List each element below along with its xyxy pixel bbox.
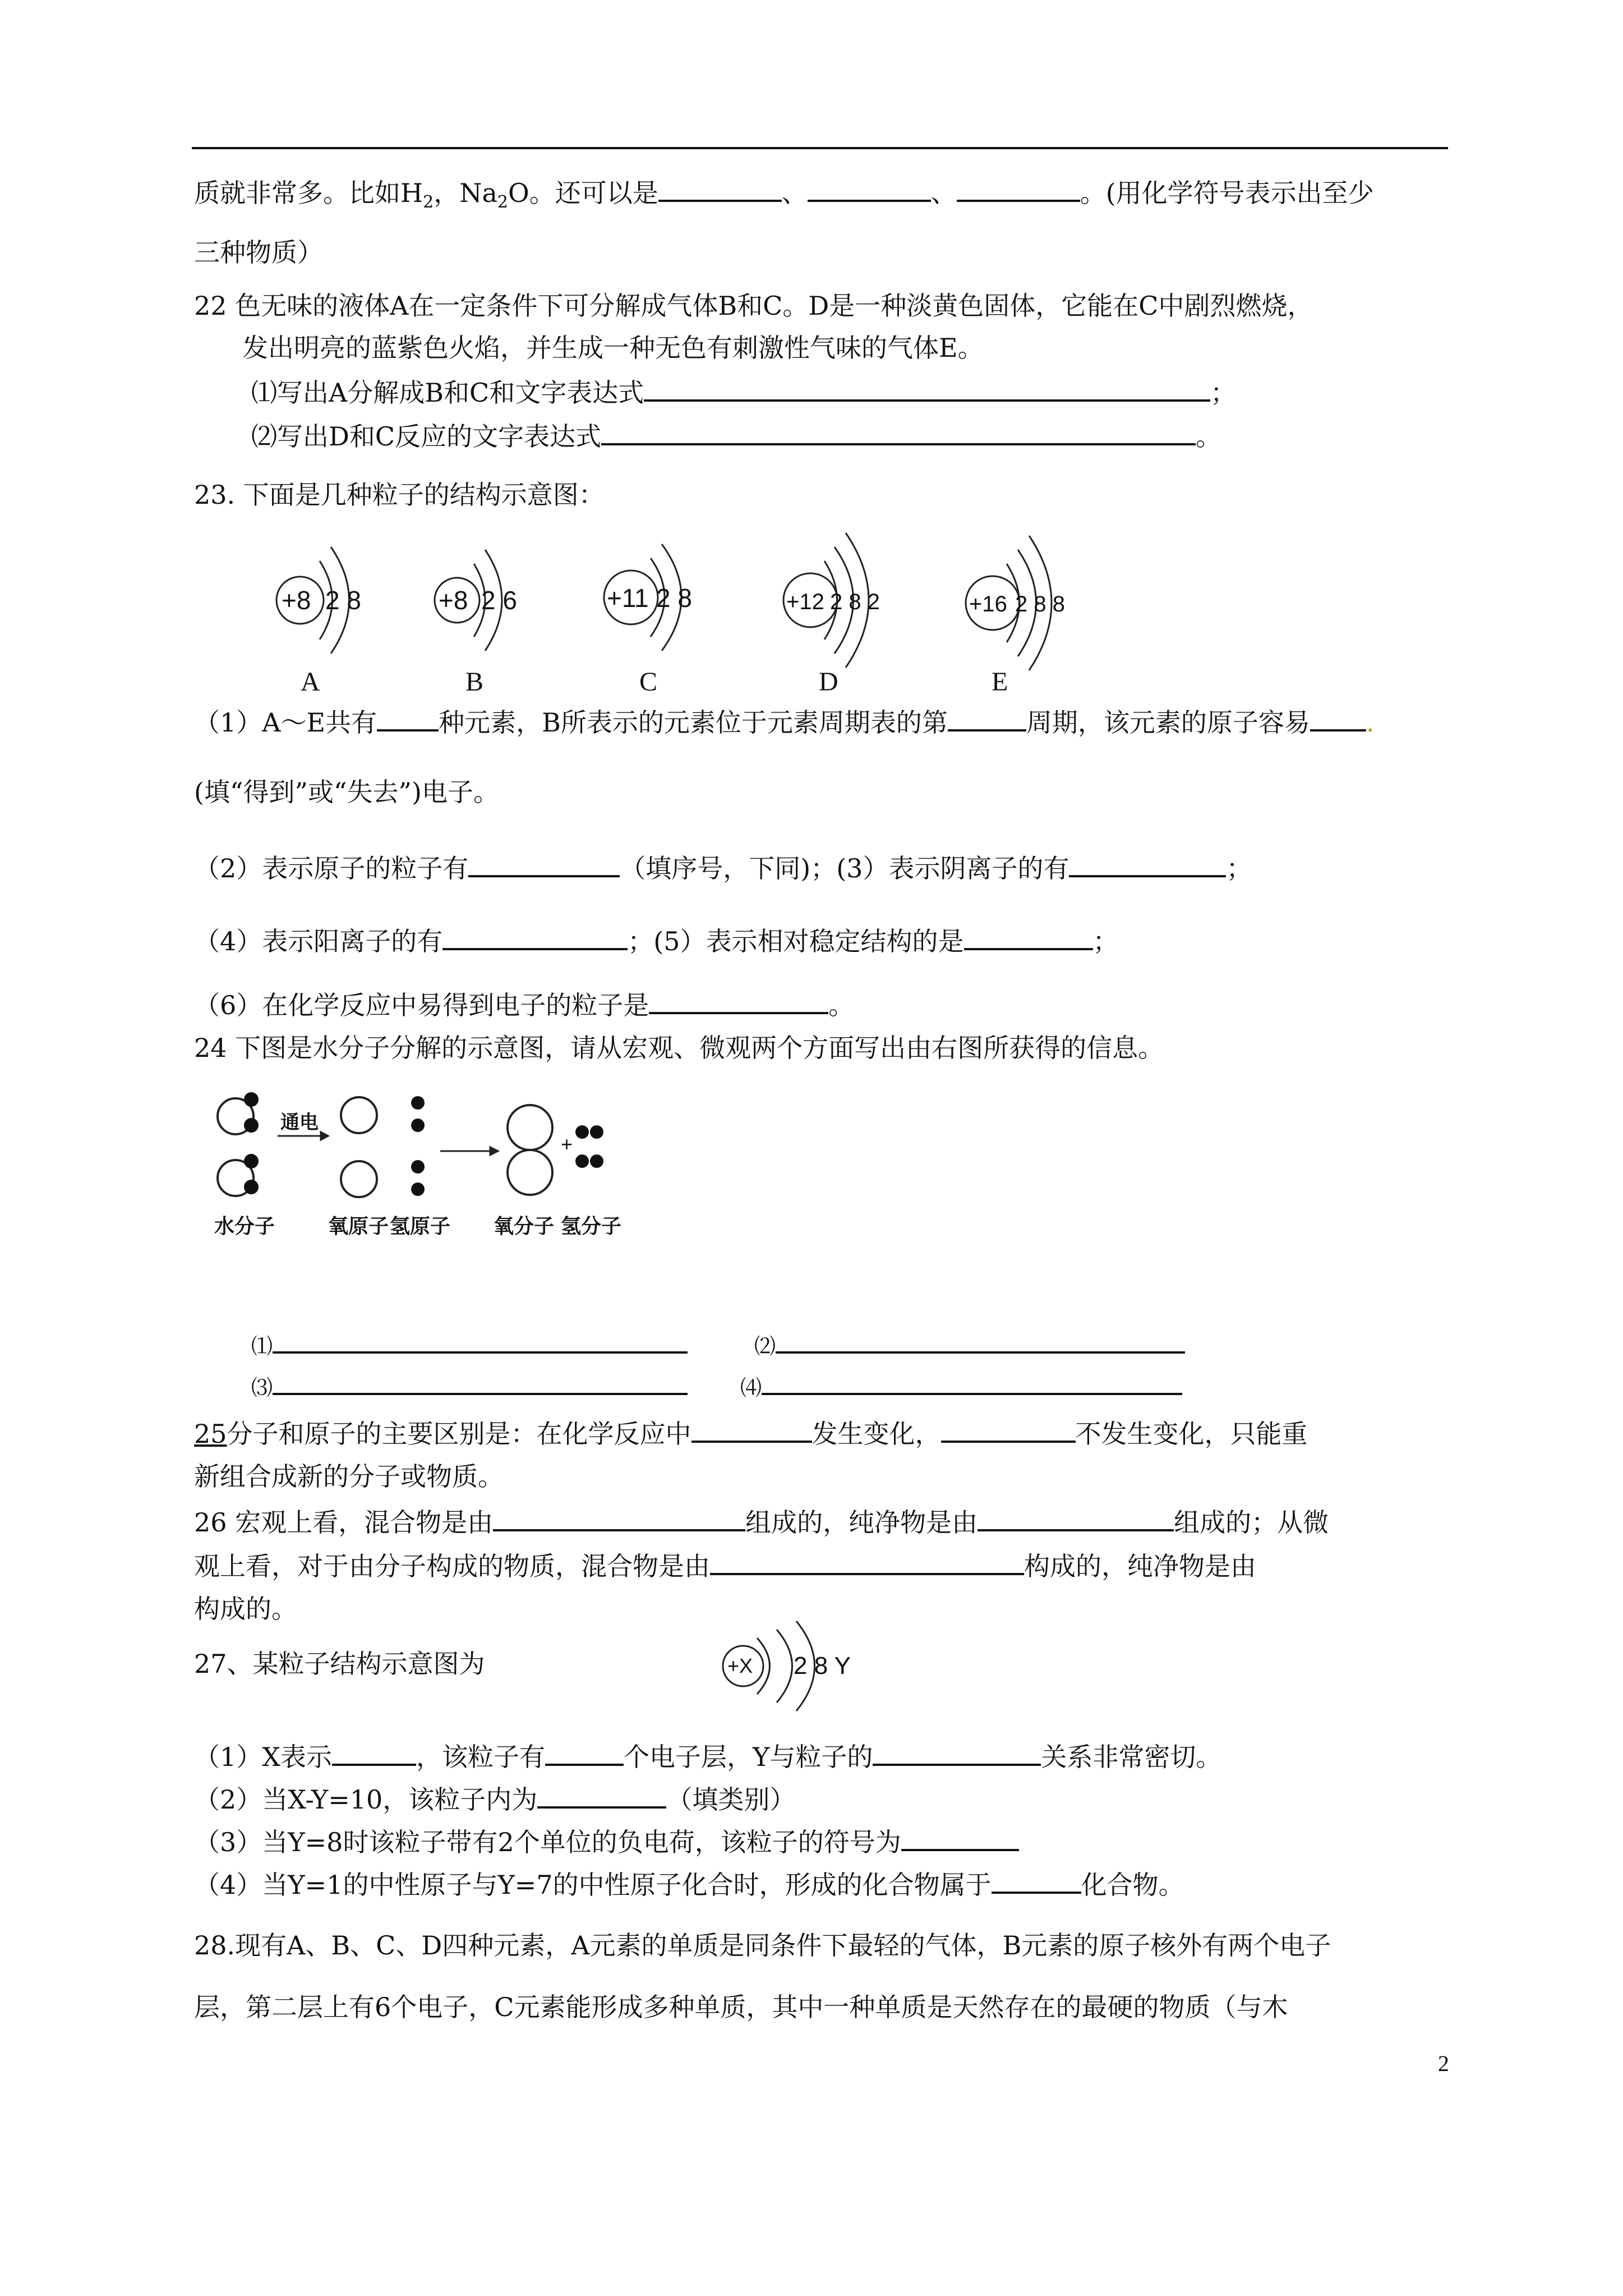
page-number: 2 [1438,2051,1449,2076]
q25-line-1: 25分子和原子的主要区别是：在化学反应中 发生变化， 不发生变化，只能重 [194,1416,1308,1451]
answer-blank[interactable] [658,175,782,202]
q22-sub-1: ⑴写出A分解成B和C和文字表达式 ； [251,375,1236,409]
particle-d-shells: 2 8 2 [830,590,880,614]
q27-part-3: （3）当Y=8时该粒子带有2个单位的负电荷，该粒子的符号为 [194,1824,1019,1859]
particle-structure-diagrams [236,516,1189,707]
answer-blank[interactable] [948,705,1026,731]
q28-line-1: 28.现有A、B、C、D四种元素，A元素的单质是同条件下最轻的气体，B元素的原子核外有两个电子 [194,1930,1331,1961]
answer-blank[interactable] [808,175,931,202]
q23-part-1: （1）A～E共有 种元素，B所表示的元素位于元素周期表的第 周期，该元素的原子容易 . [194,705,1375,739]
answer-blank[interactable] [901,1824,1019,1851]
q22-line-2: 发出明亮的蓝紫色火焰，并生成一种无色有刺激性气味的气体E。 [242,333,984,363]
water-decomposition-diagram [202,1083,651,1262]
q26-line-3: 构成的。 [194,1594,297,1624]
answer-blank[interactable] [710,1548,1024,1575]
caption-water-molecule: 水分子 [214,1214,275,1237]
q23-part-6: （6）在化学反应中易得到电子的粒子是 。 [194,987,854,1022]
q24-blank-row-1b: ⑵ [754,1329,1185,1363]
q24-blank-row-1: ⑴ [251,1329,688,1363]
arrow-label: 通电 [280,1112,319,1133]
answer-blank[interactable] [545,1739,624,1766]
answer-blank[interactable] [332,1739,416,1766]
particle-b-shells: 2 6 [481,586,517,615]
q27-part-2: （2）当X-Y=10，该粒子内为 （填类别） [194,1782,795,1816]
answer-blank[interactable] [1310,705,1366,731]
caption-hydrogen-molecule: 氢分子 [561,1214,622,1237]
answer-blank[interactable] [957,175,1080,202]
particle-a-label: A [301,667,320,697]
caption-hydrogen-atom: 氢原子 [390,1214,451,1237]
particle-b-label: B [465,667,484,697]
q24-title: 24 下图是水分子分解的示意图，请从宏观、微观两个方面写出由右图所获得的信息。 [194,1033,1164,1063]
particle-a-nucleus: +8 [282,586,311,615]
q27-title: 27、某粒子结构示意图为 [194,1649,485,1679]
particle-e-shells: 2 8 8 [1015,592,1065,616]
q27-part-1: （1）X表示 ，该粒子有 个电子层，Y与粒子的 关系非常密切。 [194,1739,1221,1774]
particle-d-nucleus: +12 [786,590,824,614]
q23-title: 23. 下面是几种粒子的结构示意图： [194,480,605,510]
particle-e-label: E [992,667,1008,697]
q24-blank-row-2b: ⑷ [740,1371,1182,1405]
q22-line-1: 22 色无味的液体A在一定条件下可分解成气体B和C。D是一种淡黄色固体，它能在C中剧烈燃烧， [194,291,1313,321]
q27-part-4: （4）当Y=1的中性原子与Y=7的中性原子化合时，形成的化合物属于 化合物。 [194,1867,1184,1902]
answer-blank[interactable] [377,705,439,731]
q25-line-2: 新组合成新的分子或物质。 [194,1461,504,1492]
particle-a-shells: 2 8 [325,586,361,615]
answer-blank[interactable] [762,1373,1182,1395]
answer-blank[interactable] [964,923,1093,950]
answer-blank[interactable] [691,1416,812,1443]
caption-oxygen-molecule: 氧分子 [494,1214,555,1237]
particle-x-diagram [709,1616,889,1717]
answer-blank[interactable] [1069,850,1226,877]
q23-part-4-5: （4）表示阳离子的有 ；(5）表示相对稳定结构的是 ； [194,923,1119,958]
q22-sub-2: ⑵写出D和C反应的文字表达式 。 [251,418,1221,453]
answer-blank[interactable] [992,1867,1081,1894]
particle-b-nucleus: +8 [439,586,468,615]
answer-blank[interactable] [649,987,828,1014]
q28-line-2: 层，第二层上有6个电子，C元素能形成多种单质，其中一种单质是天然存在的最硬的物质（与木 [194,1992,1288,2022]
q23-part-1-line-2: (填“得到”或“失去”)电子。 [194,777,499,807]
answer-blank[interactable] [941,1416,1076,1443]
plus-sign: + [561,1133,573,1156]
q26-line-1: 26 宏观上看，混合物是由 组成的，纯净物是由 组成的；从微 [194,1504,1329,1539]
answer-blank[interactable] [644,375,1210,402]
particle-e-nucleus: +16 [969,592,1007,616]
answer-blank[interactable] [468,850,620,877]
q21-line-1: 质就非常多。比如$H_2$，$Na_2O$。还可以是 、 、 。(用化学符号表示出至少 [194,175,1374,219]
particle-d-label: D [819,667,838,697]
particle-c-shells: 2 8 [656,583,692,613]
caption-oxygen-atom: 氧原子 [328,1214,389,1237]
answer-blank[interactable] [601,418,1196,445]
particle-c-label: C [639,667,658,697]
answer-blank[interactable] [873,1739,1041,1766]
particle-x-shells: 2 8 Y [794,1652,851,1680]
q24-blank-row-2: ⑶ [251,1371,688,1405]
q23-part-2-3: （2）表示原子的粒子有 （填序号，下同)；(3）表示阴离子的有 ； [194,850,1252,885]
answer-blank[interactable] [978,1504,1174,1531]
header-rule [192,147,1448,149]
answer-blank[interactable] [273,1373,688,1395]
answer-blank[interactable] [442,923,628,950]
answer-blank[interactable] [273,1331,688,1354]
q26-line-2: 观上看，对于由分子构成的物质，混合物是由 构成的，纯净物是由 [194,1548,1256,1583]
answer-blank[interactable] [537,1782,666,1809]
answer-blank[interactable] [493,1504,745,1531]
particle-x-nucleus: +X [727,1654,753,1677]
q21-line-2: 三种物质） [194,237,323,268]
answer-blank[interactable] [776,1331,1185,1354]
particle-c-nucleus: +11 [607,583,649,613]
